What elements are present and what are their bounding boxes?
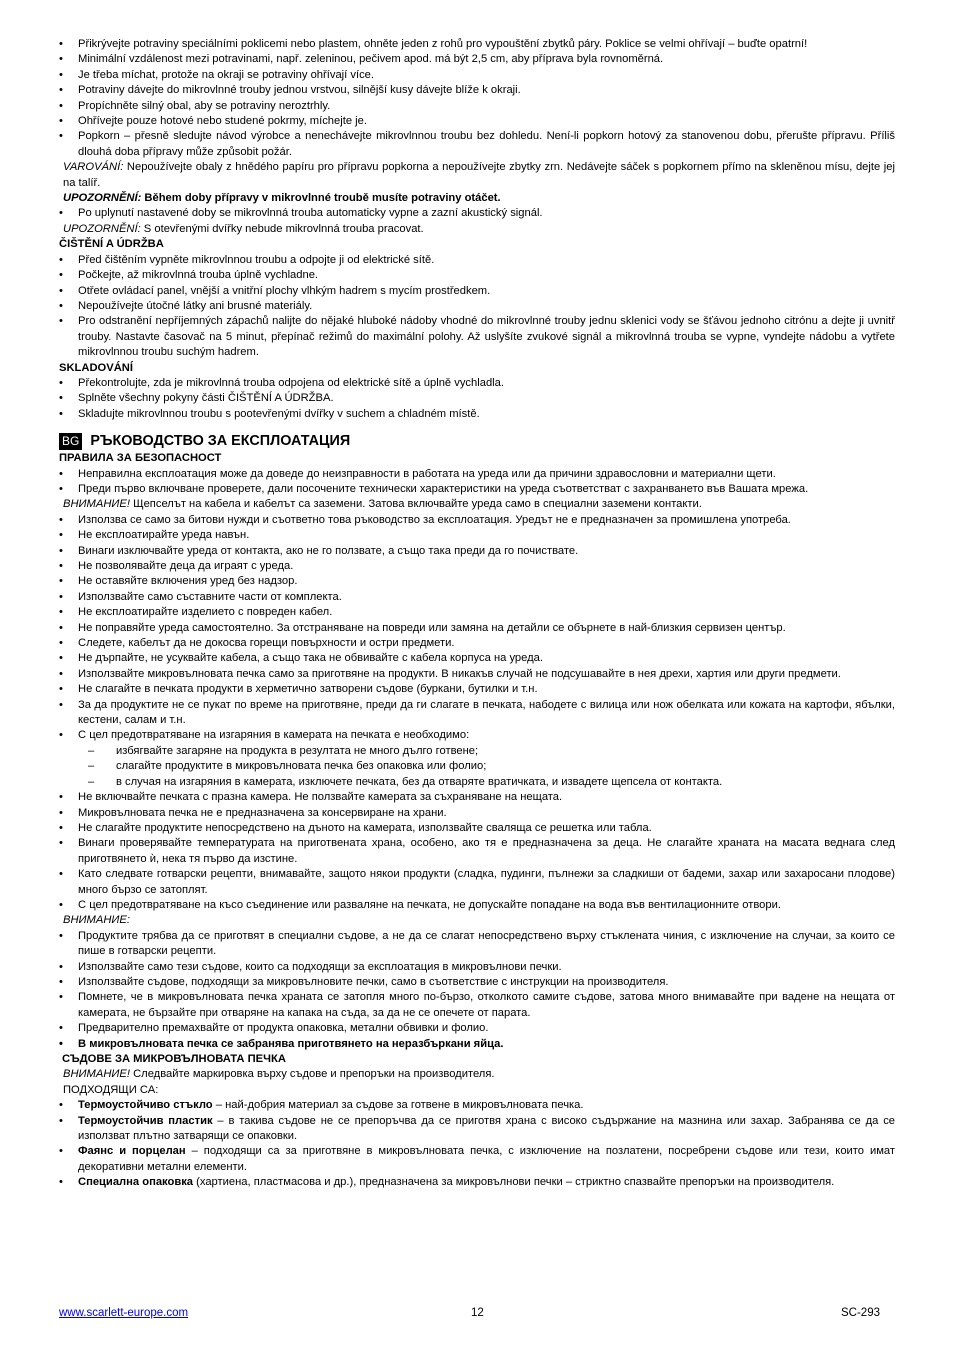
dash-item: – в случая на изгаряния в камерата, изключете печката, без да отваряте вратичката, и извадете щепсела от контакта. [59, 775, 895, 790]
list-item: • Minimální vzdálenost mezi potravinami, např. zeleninou, pečivem apod. má být 2,5 cm, aby příprava byla rovnoměrná. [59, 52, 895, 67]
page-number: 12 [471, 1307, 484, 1319]
list-item: • С цел предотвратяване на изгаряния в камерата на печката е необходимо: [59, 728, 895, 743]
dash-item: – избягвайте загаряне на продукта в резултата не много дълго готвене; [59, 744, 895, 759]
list-item: • Използвайте съдове, подходящи за микровълновите печки, само в съответствие с инструкции на производителя. [59, 975, 895, 990]
bg-attention-label: ВНИМАНИЕ: [63, 914, 130, 927]
list-item: • Винаги проверявайте температурата на приготвената храна, особено, ако тя е предназначена за деца. Не слагайте храната на масата веднага след приготвянето ѝ, нека тя първо да изстине. [59, 836, 895, 867]
list-item: • Не експлоатирайте изделието с повреден кабел. [59, 605, 895, 620]
bg-suitable-label: ПОДХОДЯЩИ СА: [63, 1083, 159, 1096]
cz-warning-popcorn: VAROVÁNÍ: Nepoužívejte obaly z hnědého papíru pro přípravu popkorna a nepoužívejte zbytky zrn. Nedávejte sáček s popkornem přímo na skleněnou mísu, dejte jej na talíř. [63, 161, 895, 189]
suitable-term: Фаянс и порцелан [78, 1145, 186, 1158]
suitable-item [59, 1175, 895, 1190]
cz-cleaning-heading: ČIŠTĚNÍ A ÚDRŽBA [59, 238, 164, 251]
website-link[interactable]: www.scarlett-europe.com [59, 1307, 189, 1319]
list-item: • Предварително премахвайте от продукта опаковка, метални обвивки и фолио. [59, 1021, 895, 1036]
list-item: • Използвайте микровълновата печка само за приготвяне на продукти. В никакъв случай не подсушавайте в нея дрехи, хартия или други предмети. [59, 667, 895, 682]
list-item: • Skladujte mikrovlnnou troubu s pootevřenými dvířky v suchem a chladném místě. [59, 407, 895, 422]
bg-eggs-warning: • В микровълновата печка се забранява приготвянето на неразбъркани яйца. [59, 1037, 895, 1052]
cz-storage-heading: SKLADOVÁNÍ [59, 361, 133, 374]
list-item: • Počkejte, až mikrovlnná trouba úplně vychladne. [59, 268, 895, 283]
suitable-text: – най-добрия материал за съдове за готвене в микровълновата печка. [212, 1099, 584, 1112]
bg-safety-list-a [59, 467, 895, 498]
list-item: • Не оставяйте включения уред без надзор. [59, 574, 895, 589]
cz-notice-rotate: UPOZORNĚNÍ: Během doby přípravy v mikrovlnné troubě musíte potraviny otáčet. [63, 192, 501, 205]
list-item: • С цел предотвратяване на късо съединение или разваляне на печката, не допускайте попадане на вода във вентилационните отвори. [59, 898, 895, 913]
list-item: • Не експлоатирайте уреда навън. [59, 528, 895, 543]
list-item: • Микровълновата печка не е предназначена за консервиране на храни. [59, 806, 895, 821]
list-item: • Винаги изключвайте уреда от контакта, ако не го ползвате, а също така преди да го почиствате. [59, 544, 895, 559]
list-item: • Popkorn – přesně sledujte návod výrobce a nenechávejte mikrovlnnou troubu bez dohledu. Není-li popkorn hotový za stanovenou dobu, přerušte přípravu. Příliš dlouhá doba přípravy může způsobit požár. [59, 129, 895, 160]
list-item: • Преди първо включване проверете, дали посочените технически характеристики на уреда съответстват с захранването във Вашата мрежа. [59, 482, 895, 497]
suitable-term: Специална опаковка [78, 1176, 194, 1189]
list-item: • Използвайте само тези съдове, които са подходящи за експлоатация в микровълнови печки. [59, 960, 895, 975]
list-item: • Otřete ovládací panel, vnější a vnitřní plochy vlhkým hadrem s mycím prostředkem. [59, 284, 895, 299]
list-item: • Следете, кабелът да не докосва горещи повърхности и остри предмети. [59, 636, 895, 651]
bg-dash-list [59, 744, 895, 790]
suitable-text: – в такива съдове не се препоръчва да се приготвя храна с високо съдържание на мазнина или захар. Забранява се да се използват плътно затварящи се опаковки. [78, 1114, 896, 1143]
list-item: • Не поправяйте уреда самостоятелно. За отстраняване на повреди или замяна на детайли се обърнете в най-близкия сервизен център. [59, 621, 895, 636]
bg-title: РЪКОВОДСТВО ЗА ЕКСПЛОАТАЦИЯ [90, 433, 351, 450]
list-item: • Използва се само за битови нужди и съответно това ръководство за експлоатация. Уредът не е предназначен за промишлена употреба. [59, 513, 895, 528]
list-item: • Използвайте само съставните части от комплекта. [59, 590, 895, 605]
cz-bullet-signal: • Po uplynutí nastavené doby se mikrovlnná trouba automaticky vypne a zazní akustický signál. [59, 206, 895, 221]
list-item: • Не позволявайте деца да играят с уреда. [59, 559, 895, 574]
suitable-text: (хартиена, пластмасова и др.), предназначена за микровълнови печки – стриктно спазвайте препоръки на производителя. [193, 1176, 835, 1189]
dash-item: – слагайте продуктите в микровълновата печка без опаковка или фолио; [59, 759, 895, 774]
list-item: • Překontrolujte, zda je mikrovlnná trouba odpojena od elektrické sítě a úplně vychladla. [59, 376, 895, 391]
bg-cookware-heading: СЪДОВЕ ЗА МИКРОВЪЛНОВАТА ПЕЧКА [62, 1053, 286, 1065]
bg-suitable-list [59, 1098, 895, 1190]
bg-safety-heading: ПРАВИЛА ЗА БЕЗОПАСНОСТ [59, 452, 222, 465]
bg-attention-marking: ВНИМАНИЕ! Следвайте маркировка върху съдове и препоръки на производителя. [63, 1068, 495, 1081]
list-item: • Ohřívejte pouze hotové nebo studené pokrmy, míchejte je. [59, 114, 895, 129]
suitable-item [59, 1144, 895, 1175]
suitable-term: Термоустойчив пластик [78, 1114, 213, 1127]
document-body [59, 37, 895, 1191]
suitable-text: – подходящи са за приготвяне в микровълновата печка, с изключение на позлатени, посребрени съдове или тези, които имат декоративни метални елементи. [78, 1145, 896, 1173]
list-item: • Přikrývejte potraviny speciálními poklicemi nebo plastem, ohněte jeden z rohů pro vypouštění zbytků páry. Poklice se velmi ohřívají – buďte opatrní! [59, 37, 895, 52]
cz-notice-door: UPOZORNĚNÍ: S otevřenými dvířky nebude mikrovlnná trouba pracovat. [63, 222, 424, 235]
cz-storage-list [59, 376, 895, 422]
language-badge: BG [59, 433, 82, 450]
list-item: • Неправилна експлоатация може да доведе до неизправности в работата на уреда или да причини здравословни и материални щети. [59, 467, 895, 482]
list-item: • Před čištěním vypněte mikrovlnnou troubu a odpojte ji od elektrické sítě. [59, 253, 895, 268]
bg-section-title [59, 431, 895, 451]
suitable-item [59, 1114, 895, 1145]
suitable-item [59, 1098, 895, 1113]
bg-safety-list-b [59, 513, 895, 744]
list-item: • За да продуктите не се пукат по време на приготвяне, преди да ги слагате в печката, набодете с вилица или нож обелката или кожата на картофи, ябълки, кестени, салам и т.н. [59, 698, 895, 729]
model-number: SC-293 [841, 1307, 880, 1319]
bg-safety-list-c [59, 790, 895, 913]
list-item: • Не дърпайте, не усуквайте кабела, а също така не обвивайте с кабела корпуса на уреда. [59, 651, 895, 666]
list-item: • Je třeba míchat, protože na okraji se potraviny ohřívají více. [59, 68, 895, 83]
bg-attention-grounding: ВНИМАНИЕ! Щепселът на кабела и кабелът са заземени. Затова включвайте уреда само в специални заземени контакти. [63, 498, 702, 511]
cz-bullets-a [59, 37, 895, 160]
cz-cleaning-list [59, 253, 895, 361]
list-item: • Помнете, че в микровълновата печка храната се затопля много по-бързо, отколкото самите съдове, затова много внимавайте при вадене на нещата от камерата, не бързайте при отваряне на капака на съда, за да не се опечете от парата. [59, 990, 895, 1021]
list-item: • Propíchněte silný obal, aby se potraviny neroztrhly. [59, 99, 895, 114]
list-item: • Splněte všechny pokyny části ČIŠTĚNÍ A ÚDRŽBA. [59, 391, 895, 406]
list-item: • Не слагайте в печката продукти в херметично затворени съдове (буркани, бутилки и т.н. [59, 682, 895, 697]
list-item: • Като следвате готварски рецепти, внимавайте, защото някои продукти (сладка, пудинги, пълнежи за сладкиши от бадеми, захар или захаросани плодове) много бързо се затоплят. [59, 867, 895, 898]
list-item: • Pro odstranění nepříjemných zápachů nalijte do nějaké hluboké nádoby vhodné do mikrovlnné trouby jednu sklenici vody se šťávou jednoho citrónu a dejte ji uvnitř trouby. Nastavte časovač na 5 minut, přepínač režimů do maximální polohy. Až uslyšíte zvukové signál a mikrovlnná trouba se vypne, vyndejte nádobu a vytřete mikrovlnnou troubu suchým hadrem. [59, 314, 895, 360]
suitable-term: Термоустойчиво стъкло [78, 1099, 213, 1112]
list-item: • Nepoužívejte útočné látky ani brusné materiály. [59, 299, 895, 314]
list-item: • Продуктите трябва да се приготвят в специални съдове, а не да се слагат непосредствено върху стъклената чиния, с изключение на случаи, за които се пише в готварски рецепти. [59, 929, 895, 960]
list-item: • Не слагайте продуктите непосредствено на дъното на камерата, използвайте сваляща се решетка или табла. [59, 821, 895, 836]
bg-safety-list-d [59, 929, 895, 1037]
list-item: • Не включвайте печката с празна камера. Не ползвайте камерата за съхраняване на нещата. [59, 790, 895, 805]
list-item: • Potraviny dávejte do mikrovlnné trouby jednou vrstvou, silnější kusy dávejte blíže k okraji. [59, 83, 895, 98]
